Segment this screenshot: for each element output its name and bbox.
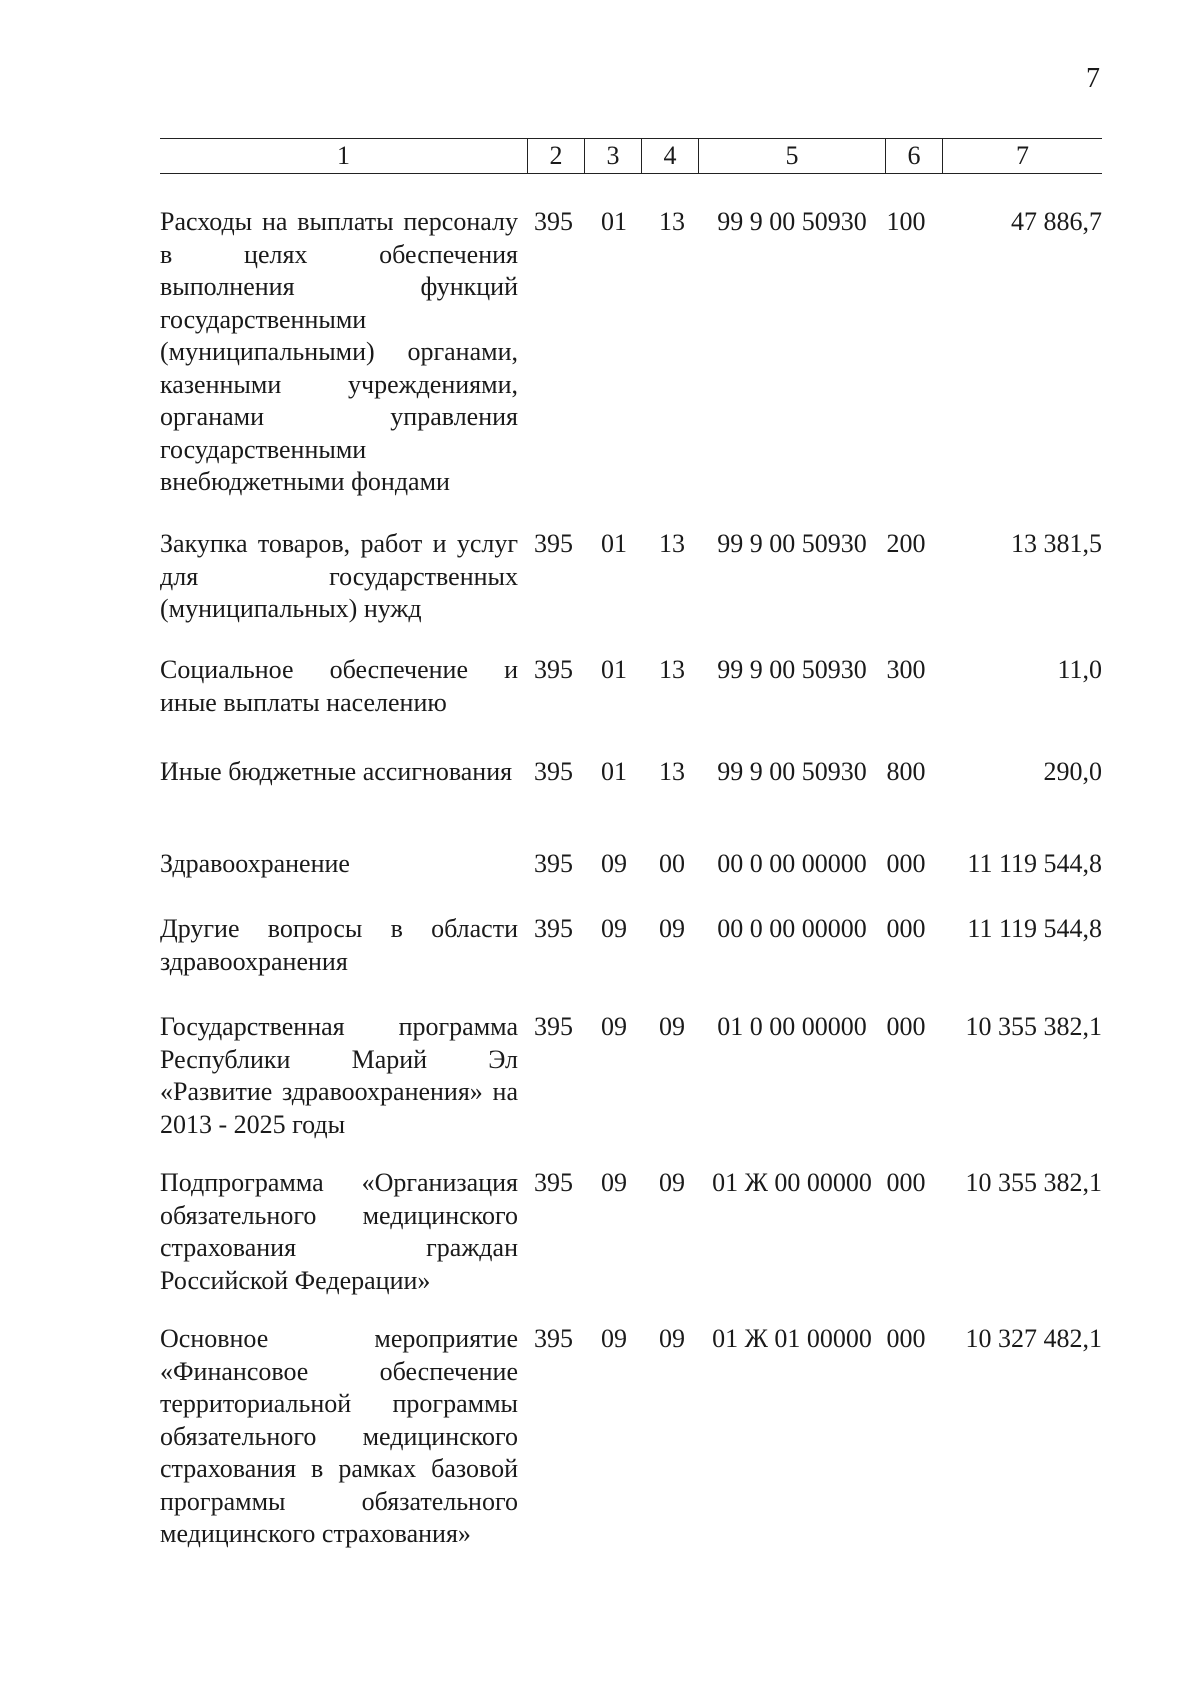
row-col4: 13 <box>659 757 685 786</box>
row-col4: 09 <box>659 1168 685 1197</box>
row-col2: 395 <box>534 1324 573 1353</box>
row-col3: 01 <box>601 529 627 558</box>
row-col5: 00 0 00 00000 <box>717 914 867 943</box>
row-description: Основное мероприятие «Финансовое обеспечение территориальной программы обязательного медицинского страхования в рамках базовой программы обязательного медицинского страхования» <box>160 1324 518 1548</box>
row-col7: 10 355 382,1 <box>965 1168 1102 1197</box>
row-col7: 11 119 544,8 <box>967 914 1102 943</box>
row-col2: 395 <box>534 849 573 878</box>
header-cell-2: 2 <box>528 139 585 173</box>
row-col4: 13 <box>659 207 685 236</box>
row-col6: 000 <box>886 914 926 943</box>
row-col5: 01 Ж 00 00000 <box>712 1168 872 1197</box>
row-col6: 200 <box>886 529 926 558</box>
header-cell-5: 5 <box>699 139 886 173</box>
row-col2: 395 <box>534 655 573 684</box>
row-col5: 99 9 00 50930 <box>717 207 867 236</box>
row-col3: 09 <box>601 1168 627 1197</box>
header-cell-1: 1 <box>160 139 528 173</box>
row-col5: 01 0 00 00000 <box>717 1012 867 1041</box>
row-col3: 09 <box>601 1012 627 1041</box>
row-col2: 395 <box>534 207 573 236</box>
row-col4: 13 <box>659 529 685 558</box>
row-col3: 01 <box>601 757 627 786</box>
row-col4: 09 <box>659 914 685 943</box>
row-col4: 13 <box>659 655 685 684</box>
row-description: Подпрограмма «Организация обязательного медицинского страхования граждан Российской Федерации» <box>160 1168 518 1295</box>
row-col5: 99 9 00 50930 <box>717 655 867 684</box>
row-col2: 395 <box>534 757 573 786</box>
row-col3: 01 <box>601 655 627 684</box>
header-cell-7: 7 <box>1016 141 1029 170</box>
row-description: Закупка товаров, работ и услуг для государственных (муниципальных) нужд <box>160 529 518 623</box>
row-col2: 395 <box>534 529 573 558</box>
row-col5: 01 Ж 01 00000 <box>712 1324 872 1353</box>
row-col7: 10 355 382,1 <box>965 1012 1102 1041</box>
row-col5: 99 9 00 50930 <box>717 757 867 786</box>
row-col2: 395 <box>534 1012 573 1041</box>
row-col6: 100 <box>886 207 926 236</box>
row-col7: 13 381,5 <box>1011 529 1102 558</box>
row-col3: 09 <box>601 914 627 943</box>
row-col6: 800 <box>886 757 926 786</box>
page-number: 7 <box>1086 63 1100 94</box>
row-description: Другие вопросы в области здравоохранения <box>160 914 518 976</box>
row-description: Иные бюджетные ассигнования <box>160 757 513 786</box>
row-description: Расходы на выплаты персоналу в целях обеспечения выполнения функций государственными (муниципальными) органами, казенными учреждениями, органами управления государственными внебюджетными фондами <box>160 207 518 496</box>
row-col4: 00 <box>659 849 685 878</box>
header-cell-6: 6 <box>886 139 943 173</box>
row-col7: 10 327 482,1 <box>965 1324 1102 1353</box>
row-col6: 000 <box>886 1168 926 1197</box>
table-header <box>160 138 1102 174</box>
row-col5: 00 0 00 00000 <box>717 849 867 878</box>
row-col7: 290,0 <box>1043 757 1102 786</box>
row-col6: 000 <box>886 1012 926 1041</box>
row-col3: 01 <box>601 207 627 236</box>
row-description: Государственная программа Республики Марий Эл «Развитие здравоохранения» на 2013 - 2025 годы <box>160 1012 518 1139</box>
row-col6: 000 <box>886 849 926 878</box>
row-col5: 99 9 00 50930 <box>717 529 867 558</box>
header-cell-3: 3 <box>585 139 642 173</box>
row-col6: 300 <box>886 655 926 684</box>
row-col3: 09 <box>601 849 627 878</box>
row-col7: 11,0 <box>1057 655 1102 684</box>
header-cell-4: 4 <box>642 139 699 173</box>
row-col7: 11 119 544,8 <box>967 849 1102 878</box>
row-col4: 09 <box>659 1012 685 1041</box>
row-col3: 09 <box>601 1324 627 1353</box>
row-description: Социальное обеспечение и иные выплаты населению <box>160 655 518 717</box>
row-description: Здравоохранение <box>160 849 350 878</box>
row-col2: 395 <box>534 1168 573 1197</box>
row-col6: 000 <box>886 1324 926 1353</box>
row-col7: 47 886,7 <box>1011 207 1102 236</box>
row-col4: 09 <box>659 1324 685 1353</box>
row-col2: 395 <box>534 914 573 943</box>
